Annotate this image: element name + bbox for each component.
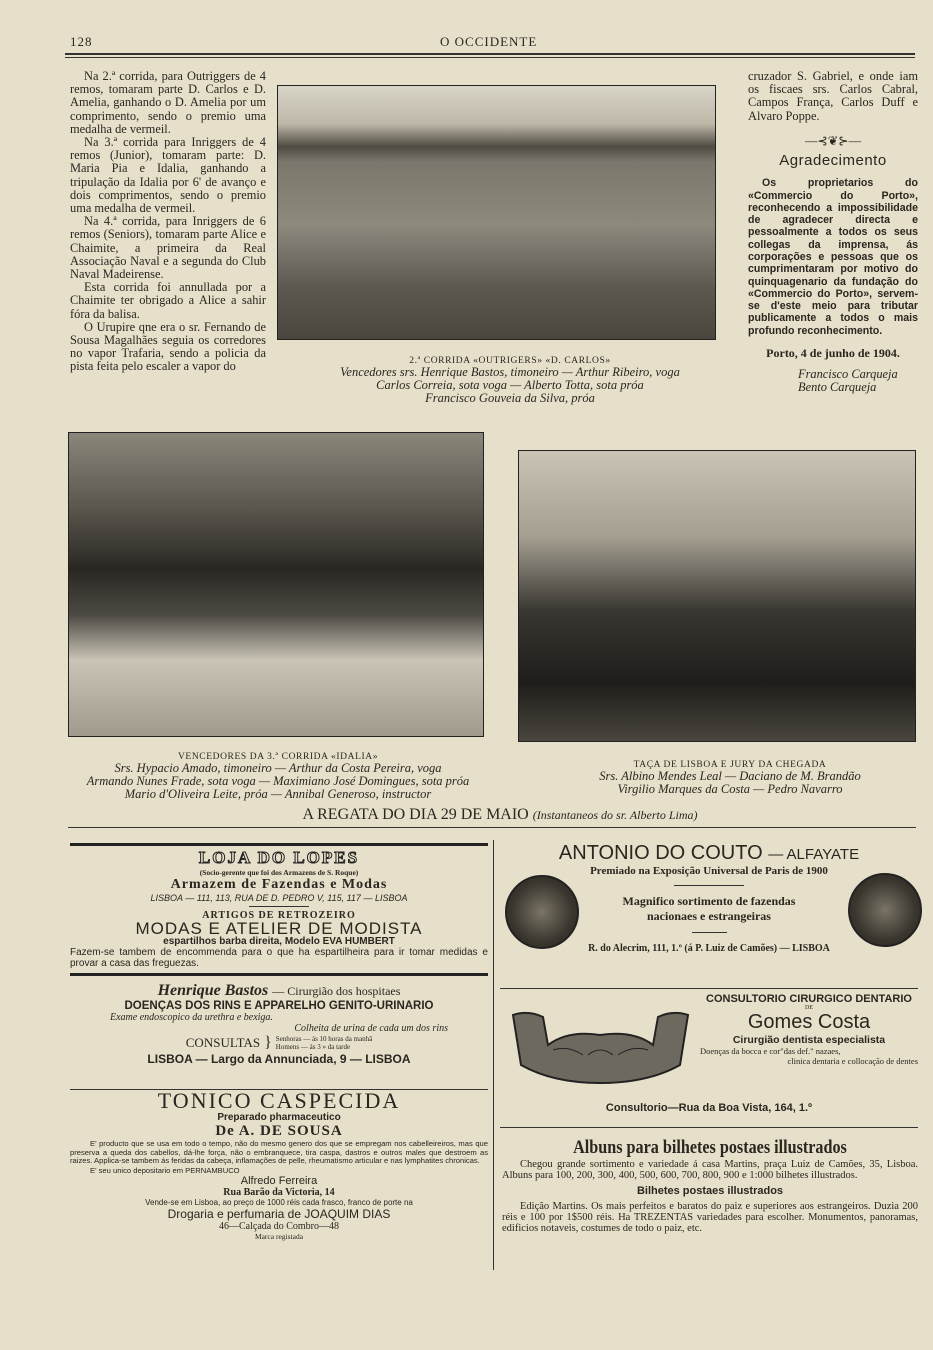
ad-line: Cirurgião dentista especialista (732, 1034, 886, 1046)
caption-left-photo (68, 752, 488, 801)
ad-address: LISBOA — 111, 113, RUA DE D. PEDRO V, 115, 117 — LISBOA (150, 893, 408, 903)
ad-subheading: Bilhetes postaes illustrados (636, 1185, 784, 1197)
ad-line: DOENÇAS DOS RINS E APPARELHO GENITO-URINARIO (124, 1000, 434, 1012)
ad-address: Consultorio—Rua da Boa Vista, 164, 1.º (605, 1102, 813, 1114)
paris-medal-icon (505, 875, 579, 949)
paris-medal-icon (848, 873, 922, 947)
ad-line: DE (805, 1005, 813, 1011)
ad-line: nacionaes e estrangeiras (647, 909, 771, 923)
caption-line: Mario d'Oliveira Leite, próa — Annibal Generoso, instructor (124, 787, 432, 801)
ad-line: Premiado na Exposição Universal de Paris de 1900 (590, 865, 828, 877)
ad-line: Drogaria e perfumaria de JOAQUIM DIAS (167, 1206, 391, 1221)
ad-hours: Senhoras — ás 10 horas da manhã (275, 1035, 373, 1043)
ad-line: ARTIGOS DE RETROZEIRO (202, 910, 356, 921)
photo-credit: (Instantaneos do sr. Alberto Lima) (532, 808, 698, 822)
ad-line: Doenças da bocca e cor"das def." nazaes, (700, 1046, 841, 1056)
photo-regatta-boats (277, 85, 716, 340)
caption-title: TAÇA DE LISBOA E JURY DA CHEGADA (633, 760, 827, 770)
ad-line: Exame endoscopico da urethra e bexiga. (110, 1012, 273, 1023)
ad-body: E' producto que se usa em todo o tempo, não do mesmo genero dos que se empregam nos cabelleireiros, mas que preserva a queda dos cabellos, dá-lhe força, não o embranquece, tira caspa, dastros e outros males que destroem as raizes. Applica-se tambem ás feridas da cabeça, inflamações de pelle, rheumatismo articular e nas lymphatites chronicas. (70, 1139, 488, 1165)
ad-name: TONICO CASPECIDA (157, 1088, 401, 1113)
caption-title: VENCEDORES DA 3.ª CORRIDA «IDALIA» (177, 752, 379, 762)
ad-address: Rua Barão da Victoria, 14 (223, 1186, 335, 1198)
ad-line: Armazem de Fazendas e Modas (170, 877, 388, 892)
ad-rule (500, 988, 918, 989)
ad-line: Marca registada (254, 1231, 304, 1241)
left-column-article (70, 70, 266, 374)
ad-rule (70, 843, 488, 846)
caption-title: 2.ª CORRIDA «OUTRIGERS» «D. CARLOS» (409, 356, 611, 366)
ad-henrique-bastos: Henrique Bastos — Cirurgião dos hospitaes DOENÇAS DOS RINS E APPARELHO GENITO-URINARIO Exame endoscopico da urethra e bexiga. Colheita de urina de cada um dos rins CONSULTAS } Senhoras — ás 10 horas da manhã Homens — ás 3 » da tarde LISBOA — Largo da Annunciada, 9 — LISBOA (70, 982, 488, 1066)
caption-top-photo (300, 356, 720, 405)
paragraph: Na 3.ª corrida para Inriggers de 4 remos (Junior), tomaram parte: D. Maria Pia e Idalia, ganhando a tripulação da Idalia por 6' de avanço e dois comprimentos, sendo o premio uma medalha de vermeil. (70, 135, 266, 216)
photo-jury-arrival (518, 450, 916, 742)
ad-line: Preparado pharmaceutico (217, 1112, 341, 1123)
ad-line: MODAS E ATELIER DE MODISTA (135, 919, 423, 938)
header-rule (65, 53, 915, 55)
date: Porto, 4 de junho de 1904. (766, 346, 900, 361)
caption-line: Francisco Gouveia da Silva, próa (425, 391, 595, 405)
ad-body: Edição Martins. Os mais perfeitos e baratos do paiz e superiores aos estrangeiros. Duzia 200 réis e 100 por 1$500 réis. Ha TREZENTAS variedades para escolher. Monumentos, panoramas, edificios notaveis, costumes de todo o paiz, etc. (502, 1201, 918, 1234)
ad-albuns (502, 1137, 918, 1234)
ad-line: De A. DE SOUSA (215, 1123, 343, 1139)
ad-rule (500, 1127, 918, 1128)
ad-hours: Homens — ás 3 » da tarde (275, 1043, 351, 1051)
page-number: 128 (70, 34, 93, 49)
dentures-icon (508, 1005, 693, 1085)
paragraph: Esta corrida foi annullada por a Chaimite ter obrigado a Alice a sahir fóra da balisa. (70, 280, 266, 321)
ad-line: CONSULTAS (185, 1035, 261, 1050)
column-divider (493, 840, 494, 1270)
ad-line: Colheita de urina de cada um dos rins (294, 1023, 448, 1034)
ornament-divider: —⊰❦⊱— (805, 133, 861, 148)
section-title (180, 806, 820, 824)
section-title-main: A REGATA DO DIA 29 DE MAIO (302, 806, 529, 823)
paragraph: Na 2.ª corrida, para Outriggers de 4 remos, tomaram parte D. Carlos e D. Amelia, ganhando o D. Amelia por um comprimento, sendo o premio uma medalha de vermeil. (70, 69, 266, 136)
caption-line: Carlos Correia, sota voga — Alberto Totta, sota próa (376, 378, 644, 392)
ad-line: clinica dentaria e collocação de dentes (787, 1056, 918, 1066)
paragraph: Os proprietarios do «Commercio do Porto», reconhecendo a impossibilidade de agradecer directa e pessoalmente a todos os seus collegas da imprensa, ás corporações e pessoas que os cumprimentaram por motivo do quinquagenario da fundação do «Commercio do Porto», servem-se d'este meio para tributar publicamente a todos o mais profundo reconhecimento. (748, 177, 918, 337)
ad-tonico-caspecida (70, 1090, 488, 1241)
caption-line: Virgilio Marques da Costa — Pedro Navarro (617, 782, 843, 796)
ad-line: Magnifico sortimento de fazendas (622, 894, 796, 908)
ad-body: Fazem-se tambem de encommenda para o que ha espartilheira para ir tomar medidas e provar a casa das freguezas. (70, 947, 488, 969)
ad-gomes-costa (700, 993, 918, 1066)
ad-address: LISBOA — Largo da Annunciada, 9 — LISBOA (147, 1052, 411, 1066)
header-rule-thin (65, 57, 915, 58)
ad-line: Alfredo Ferreira (240, 1174, 318, 1187)
ad-trade: — ALFAYATE (768, 846, 860, 863)
ad-body: Chegou grande sortimento e variedade á casa Martins, praça Luiz de Camões, 35, Lisboa. Albuns para 100, 200, 300, 400, 500, 600, 700, 800, 900 e 1:000 bilhetes illustrados. (502, 1159, 918, 1181)
caption-line: Srs. Hypacio Amado, timoneiro — Arthur da Costa Pereira, voga (114, 761, 442, 775)
ad-line: Vende-se em Lisboa, ao preço de 1000 réis cada frasco, franco de porte na (145, 1197, 413, 1207)
paragraph: O Urupire qne era o sr. Fernando de Sousa Magalhães seguia os corredores no vapor Trafaria, sendo a policia da pista feita pelo escaler a vapor do (70, 319, 266, 374)
section-rule (68, 827, 916, 828)
ad-loja-do-lopes (70, 848, 488, 969)
ad-heading: Albuns para bilhetes postaes illustrados (573, 1137, 847, 1158)
ad-address: R. do Alecrim, 111, 1.º (á P. Luiz de Camões) — LISBOA (588, 943, 830, 954)
masthead-title: O OCCIDENTE (440, 34, 538, 49)
ad-line: E' seu unico depositario em PERNAMBUCO (90, 1165, 240, 1175)
caption-right-photo (540, 760, 920, 796)
caption-line: Vencedores srs. Henrique Bastos, timoneiro — Arthur Ribeiro, voga (340, 365, 680, 379)
section-heading: Agradecimento (779, 152, 887, 170)
ad-name: Henrique Bastos (157, 982, 269, 999)
ad-heading: CONSULTORIO CIRURGICO DENTARIO (706, 993, 912, 1005)
ad-address: 46—Calçada do Combro—48 (219, 1220, 339, 1232)
photo-idalia-winners (68, 432, 484, 737)
paragraph: Na 4.ª corrida, para Inriggers de 6 remos (Seniors), tomaram parte Alice e Chaimite, a primeira da Real Associação Naval e a segunda do Club Naval Madeirense. (70, 214, 266, 282)
right-column (748, 70, 918, 395)
ad-name: ANTONIO DO COUTO (558, 842, 763, 864)
ad-name: Gomes Costa (747, 1011, 871, 1033)
ad-name: LOJA DO LOPES (198, 848, 360, 867)
caption-line: Armando Nunes Frade, sota voga — Maximiano José Domingues, sota próa (86, 774, 470, 788)
ad-title: — Cirurgião dos hospitaes (272, 984, 401, 998)
paragraph: cruzador S. Gabriel, e onde iam os fiscaes srs. Carlos Cabral, Campos França, Carlos Duff e Alvaro Poppe. (748, 69, 918, 123)
caption-line: Srs. Albino Mendes Leal — Daciano de M. Brandão (599, 769, 861, 783)
signature: Francisco Carqueja (798, 367, 898, 382)
ad-line: espartilhos barba direita, Modelo EVA HUMBERT (163, 936, 395, 947)
ad-subtitle: (Socio-gerente que foi dos Armazens de S. Roque) (199, 868, 359, 877)
ad-rule (70, 973, 488, 976)
signature: Bento Carqueja (798, 380, 877, 395)
